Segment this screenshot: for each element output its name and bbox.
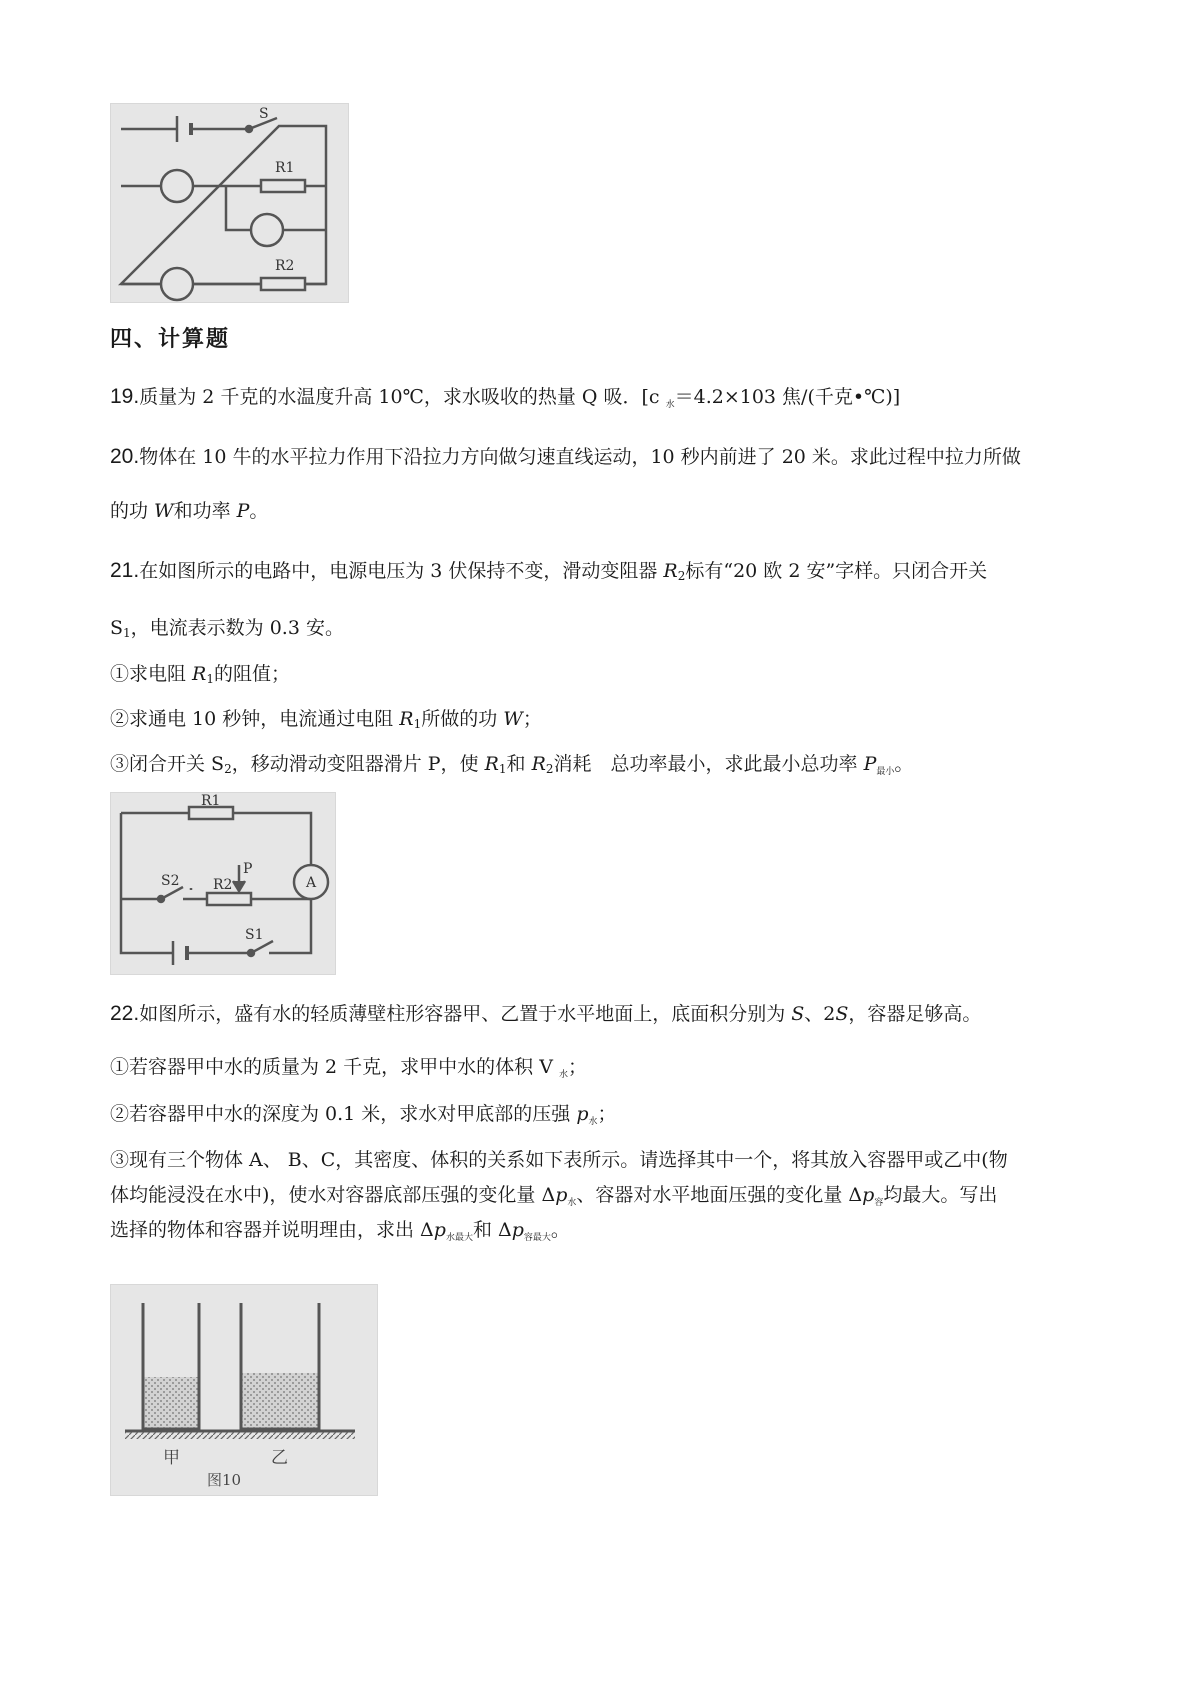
containers-figure [110,1284,378,1496]
question-19: 19.质量为 2 千克的水温度升高 10℃，求水吸收的热量 Q 吸．[c $_水$＝4.2×103 焦/(千克•℃)] [110,385,901,410]
question-21-part3: ③闭合开关 $S_2$，移动滑动变阻器滑片 P，使 $R_1$和 $R_2$消耗 总功率最小，求此最小总功率 $P_{最小}$。 [110,753,914,777]
fig2-label-r1: R1 [201,793,221,809]
circuit-figure-2 [110,792,336,975]
question-22-part3-line1: ③现有三个物体 A、 B、C，其密度、体积的关系如下表所示。请选择其中一个，将其放入容器甲或乙中(物 [110,1149,1008,1171]
fig2-label-a: A [306,875,317,891]
question-20-line1: 20.物体在 10 牛的水平拉力作用下沿拉力方向做匀速直线运动，10 秒内前进了 20 米。求此过程中拉力所做 [110,445,1021,468]
fig2-label-s1: S1 [245,927,264,943]
figure-caption: 图10 [207,1471,242,1489]
question-22-part3-line2: 体均能浸没在水中)，使水对容器底部压强的变化量 $\Delta p_水$、容器对水平地面压强的变化量 $\Delta p_容$均最大。写出 [110,1184,998,1208]
question-22-part1: ①若容器甲中水的质量为 2 千克，求甲中水的体积 V $_水$； [110,1056,588,1080]
question-21-line1: 21.在如图所示的电路中，电源电压为 3 伏保持不变，滑动变阻器 $R_2$标有“20 欧 2 安”字样。只闭合开关 [110,559,988,583]
label-jia: 甲 [163,1448,180,1468]
question-20-line2: 的功 W和功率 P。 [110,500,269,522]
fig2-label-s2: S2 [161,873,180,889]
circuit-figure-1 [110,103,349,303]
question-21-part1: ①求电阻 $R_1$的阻值； [110,663,291,686]
question-22-part2: ②若容器甲中水的深度为 0.1 米，求水对甲底部的压强 $p_水$； [110,1103,617,1127]
fig1-label-s: S [259,106,269,122]
fig1-label-r1: R1 [275,160,295,176]
fig1-label-r2: R2 [275,258,295,274]
question-22-line1: 22.如图所示，盛有水的轻质薄壁柱形容器甲、乙置于水平地面上，底面积分别为 S、2S，容器足够高。 [110,1002,982,1025]
fig2-label-p: P [243,861,253,877]
question-21-line2: $S_1$，电流表示数为 0.3 安。 [110,617,344,640]
question-21-part2: ②求通电 10 秒钟，电流通过电阻 $R_1$所做的功 W； [110,708,542,731]
question-22-part3-line3: 选择的物体和容器并说明理由，求出 $\Delta p_{水最大}$和 $\Delta p_{容最大}$。 [110,1219,570,1243]
label-yi: 乙 [271,1448,288,1468]
section-heading: 四、计算题 [110,327,231,352]
fig2-label-r2: R2 [213,877,233,893]
